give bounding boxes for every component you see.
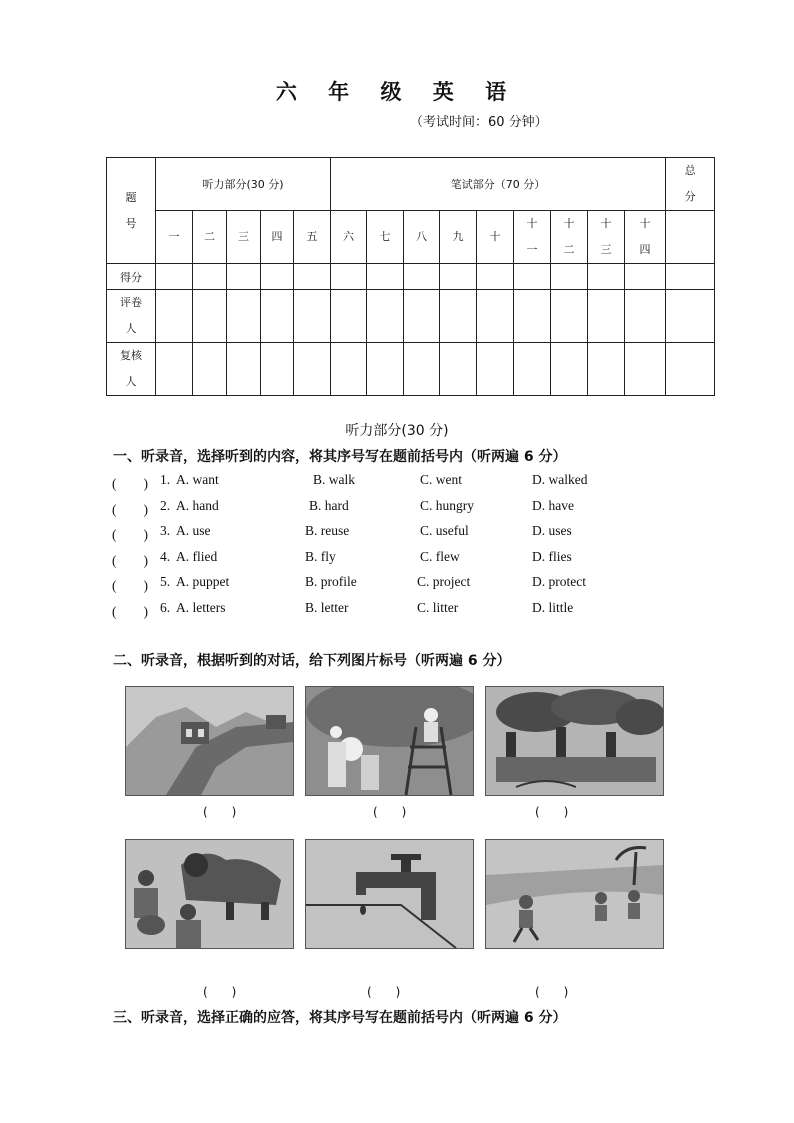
factory-pollution-picture: [485, 686, 664, 796]
score-entry-cell[interactable]: [404, 264, 440, 290]
option-b: B. letter: [305, 600, 349, 615]
exam-duration: （考试时间：60 分钟）: [410, 115, 548, 130]
question-number-char: 四: [271, 230, 283, 243]
question-number-char: 十: [526, 217, 538, 230]
question-number-cell: [294, 211, 331, 264]
score-entry-cell[interactable]: [551, 264, 588, 290]
question-number: 5.: [160, 574, 171, 590]
picture-label-blank[interactable]: ( ): [373, 805, 407, 819]
reviewer-row: [107, 343, 715, 396]
score-entry-cell[interactable]: [294, 290, 331, 343]
option-b: B. fly: [305, 548, 336, 564]
score-entry-cell[interactable]: [261, 264, 294, 290]
score-entry-cell[interactable]: [261, 290, 294, 343]
answer-blank[interactable]: ( ): [112, 578, 148, 594]
question-number-char: 一: [168, 230, 180, 243]
score-entry-cell[interactable]: [193, 290, 227, 343]
row-label-text: 评卷: [120, 296, 142, 309]
grader-row: [107, 290, 715, 343]
option-b: B. profile: [305, 574, 357, 590]
question-number-char: 十: [600, 217, 612, 230]
row-label: [107, 264, 156, 290]
question-number-char: 十: [639, 217, 651, 230]
option-a: A. hand: [176, 497, 219, 513]
question-number-cell: [156, 211, 193, 264]
question-number-char: 九: [452, 230, 464, 243]
score-entry-cell[interactable]: [367, 343, 404, 396]
score-entry-cell[interactable]: [331, 290, 367, 343]
option-c: C. litter: [417, 600, 459, 615]
question-number-char: 三: [238, 230, 249, 243]
question-number-char: 二: [563, 243, 575, 256]
score-entry-cell[interactable]: [588, 290, 625, 343]
score-entry-cell[interactable]: [367, 264, 404, 290]
question-number-char: 二: [204, 230, 215, 243]
tihao-char: 题: [125, 190, 137, 204]
score-entry-cell[interactable]: [227, 264, 261, 290]
score-entry-cell[interactable]: [514, 343, 551, 396]
option-b: B. hard: [309, 497, 349, 513]
section2-heading: 二、听录音，根据听到的对话，给下列图片标号（听两遍 6 分）: [113, 653, 511, 669]
score-entry-cell[interactable]: [227, 290, 261, 343]
answer-blank[interactable]: ( ): [112, 501, 148, 517]
question-number: 1.: [160, 472, 171, 487]
score-entry-cell[interactable]: [331, 343, 367, 396]
question-number-char: 十: [489, 230, 501, 243]
picture-label-blank[interactable]: ( ): [203, 805, 237, 819]
score-entry-cell[interactable]: [331, 264, 367, 290]
score-entry-cell[interactable]: [588, 264, 625, 290]
score-entry-cell[interactable]: [514, 264, 551, 290]
score-entry-cell[interactable]: [625, 264, 666, 290]
question-number-cell: [261, 211, 294, 264]
option-c: C. went: [420, 472, 462, 487]
question-number: 4.: [160, 548, 171, 564]
score-row: [107, 264, 715, 290]
score-entry-cell[interactable]: [367, 290, 404, 343]
score-entry-cell[interactable]: [404, 290, 440, 343]
picking-apples-picture: [305, 686, 474, 796]
question-number-cell: [551, 211, 588, 264]
row-label-text: 复核: [120, 349, 142, 362]
score-entry-cell[interactable]: [440, 290, 477, 343]
option-d: D. have: [532, 497, 574, 513]
row-label-text: 人: [125, 375, 137, 388]
score-entry-cell[interactable]: [440, 343, 477, 396]
question-number-cell: [227, 211, 261, 264]
score-entry-cell[interactable]: [666, 343, 715, 396]
listening-section-title: 听力部分(30 分): [345, 423, 449, 439]
option-d: D. uses: [532, 523, 572, 539]
score-entry-cell[interactable]: [156, 343, 193, 396]
row-label: [107, 343, 156, 396]
question-number-char: 六: [343, 230, 355, 243]
score-table: [106, 157, 715, 396]
score-entry-cell[interactable]: [666, 290, 715, 343]
answer-blank[interactable]: ( ): [112, 604, 148, 619]
score-entry-cell[interactable]: [404, 343, 440, 396]
score-entry-cell[interactable]: [261, 343, 294, 396]
question-number-row: [107, 211, 715, 264]
option-c: C. flew: [420, 548, 460, 564]
row-label-text: 人: [125, 322, 137, 335]
question-number: 3.: [160, 523, 171, 539]
question-number-cell: [588, 211, 625, 264]
total-char: 总: [684, 164, 696, 177]
question-number-char: 十: [563, 217, 575, 230]
option-d: D. walked: [532, 472, 588, 487]
answer-blank[interactable]: ( ): [112, 552, 148, 568]
option-d: D. little: [532, 600, 574, 615]
question-number-char: 四: [639, 243, 651, 256]
total-number-cell: [666, 211, 715, 264]
picture-label-blank[interactable]: ( ): [535, 985, 569, 999]
option-b: B. reuse: [305, 523, 350, 539]
row-label: [107, 290, 156, 343]
option-c: C. project: [417, 574, 471, 590]
score-entry-cell[interactable]: [156, 264, 193, 290]
total-header: [666, 158, 715, 211]
score-entry-cell[interactable]: [625, 290, 666, 343]
option-a: A. use: [176, 523, 211, 539]
question-number-cell: [477, 211, 514, 264]
question-number-char: 七: [379, 230, 391, 243]
option-a: A. flied: [176, 548, 218, 564]
section1-heading: 一、听录音，选择听到的内容，将其序号写在题前括号内（听两遍 6 分）: [113, 449, 567, 465]
score-entry-cell[interactable]: [477, 264, 514, 290]
option-b: B. walk: [313, 472, 355, 487]
score-entry-cell[interactable]: [156, 290, 193, 343]
score-entry-cell[interactable]: [625, 343, 666, 396]
question-number: 6.: [160, 600, 171, 615]
score-entry-cell[interactable]: [294, 343, 331, 396]
total-char: 分: [684, 190, 696, 203]
score-entry-cell[interactable]: [666, 264, 715, 290]
question-number-cell: [404, 211, 440, 264]
score-entry-cell[interactable]: [193, 343, 227, 396]
answer-blank[interactable]: ( ): [112, 527, 148, 543]
option-d: D. flies: [532, 548, 572, 564]
dripping-tap-picture: [305, 839, 474, 949]
listening-part-header: 听力部分(30 分): [156, 158, 331, 211]
option-c: C. hungry: [420, 497, 474, 513]
great-wall-picture: [125, 686, 294, 796]
score-entry-cell[interactable]: [440, 264, 477, 290]
question-number: 2.: [160, 497, 171, 513]
score-entry-cell[interactable]: [588, 343, 625, 396]
page-title: 六 年 级 英 语: [275, 80, 519, 104]
score-entry-cell[interactable]: [477, 343, 514, 396]
row-label-text: 得分: [120, 270, 142, 284]
question-number-char: 一: [526, 243, 538, 256]
score-entry-cell[interactable]: [193, 264, 227, 290]
option-a: A. want: [176, 472, 219, 487]
question-number-char: 五: [306, 230, 318, 243]
question-number-char: 三: [600, 243, 612, 256]
score-entry-cell[interactable]: [551, 290, 588, 343]
score-entry-cell[interactable]: [551, 343, 588, 396]
written-part-header: 笔试部分（70 分）: [331, 158, 666, 211]
tihao-char: 号: [125, 216, 137, 230]
picture-label-blank[interactable]: ( ): [203, 985, 237, 999]
option-a: A. letters: [176, 600, 226, 615]
lion-dance-picture: [125, 839, 294, 949]
option-a: A. puppet: [176, 574, 230, 590]
question-number-char: 八: [416, 230, 428, 243]
score-entry-cell[interactable]: [477, 290, 514, 343]
question-number-cell: [625, 211, 666, 264]
question-number-cell: [331, 211, 367, 264]
question-number-cell: [367, 211, 404, 264]
score-entry-cell[interactable]: [514, 290, 551, 343]
question-number-cell: [193, 211, 227, 264]
tihao-header: [107, 158, 156, 264]
score-entry-cell[interactable]: [227, 343, 261, 396]
question-number-cell: [514, 211, 551, 264]
picture-label-blank[interactable]: ( ): [367, 985, 401, 999]
picture-label-blank[interactable]: ( ): [535, 805, 569, 819]
section3-heading: 三、听录音，选择正确的应答，将其序号写在题前括号内（听两遍 6 分）: [113, 1010, 567, 1026]
question-number-cell: [440, 211, 477, 264]
option-d: D. protect: [532, 574, 586, 590]
option-c: C. useful: [420, 523, 469, 539]
answer-blank[interactable]: ( ): [112, 476, 148, 491]
children-running-beach-picture: [485, 839, 664, 949]
score-entry-cell[interactable]: [294, 264, 331, 290]
